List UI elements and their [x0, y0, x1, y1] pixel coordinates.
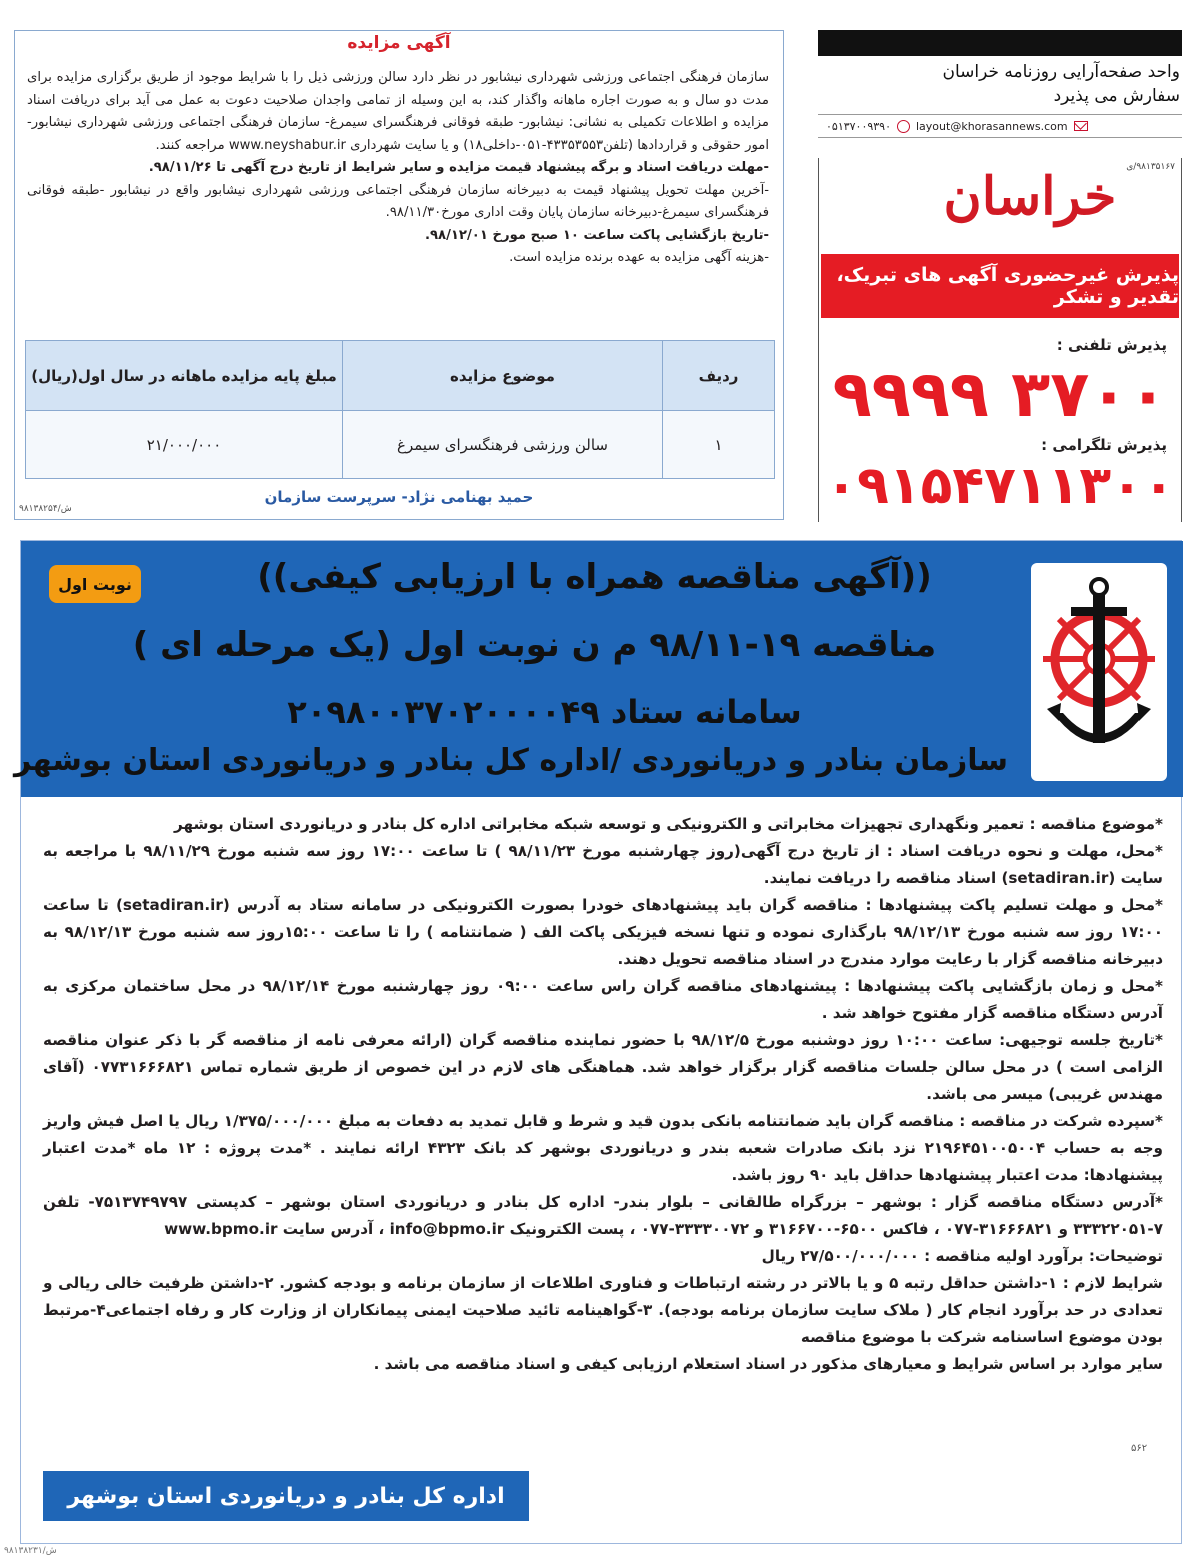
phone-label: پذیرش تلفنی :	[1056, 336, 1167, 354]
tender-header	[13, 541, 1183, 797]
tender-item: شرایط لازم : ۱-داشتن حداقل رتبه ۵ و یا بالاتر در رشته ارتباطات و فناوری اطلاعات از سازمان برنامه و بودجه کشور. ۲-داشتن ظرفیت خالی ریالی و تعدادی در حد برآورد انجام کار ( ملاک سایت سازمان برنامه بودجه). ۳-گواهینامه تائید صلاحیت ایمنی پیمانکاران از وزارت کار و رفاه اجتماعی۴-مرتبط بودن موضوع اساسنامه شرکت با موضوع مناقصه	[43, 1274, 1163, 1346]
auction-paragraph: -مهلت دریافت اسناد و برگه پیشنهاد قیمت مزایده و سایر شرایط از تاریخ درج آگهی تا ۹۸/۱۱/۲۶.	[148, 160, 769, 175]
tender-body	[43, 811, 1163, 1378]
header-bar	[818, 30, 1182, 56]
auction-signature: حمید بهنامی نژاد- سرپرست سازمان	[264, 488, 534, 506]
auction-table	[25, 340, 775, 479]
tender-item: سایر موارد بر اساس شرایط و معیارهای مذکور در اسناد استعلام ارزیابی کیفی و اسناد مناقصه می باشد .	[373, 1355, 1163, 1373]
tender-item: *محل، مهلت و نحوه دریافت اسناد : از تاریخ درج آگهی(روز چهارشنبه مورخ ۹۸/۱۱/۲۳ ) تا ساعت ۱۷:۰۰ روز سه شنبه مورخ ۹۸/۱۱/۲۹ با مراجعه به سایت (setadiran.ir) اسناد مناقصه را دریافت نمایند.	[43, 842, 1163, 887]
setad-code: سامانه ستاد ۲۰۹۸۰۰۳۷۰۲۰۰۰۰۴۹	[287, 693, 802, 731]
mail-icon	[1074, 121, 1088, 131]
auction-paragraph: -آخرین مهلت تحویل پیشنهاد قیمت به دبیرخانه سازمان فرهنگی اجتماعی ورزشی شهرداری نیشابور واقع در نیشابور -طبقه فوقانی فرهنگسرای سیمرغ-دبیرخانه سازمان پایان وقت اداری مورخ۹۸/۱۱/۳۰.	[27, 182, 769, 220]
table-header-row	[26, 341, 775, 411]
tender-title: ((آگهی مناقصه همراه با ارزیابی کیفی))	[257, 557, 932, 597]
phone-big-number[interactable]: ۳۷۰۰ ۹۹۹۹	[832, 358, 1168, 432]
page-code: ۹۸۱۳۸۲۳۱/ش	[4, 1546, 57, 1556]
round-badge: نوبت اول	[49, 565, 141, 603]
telegram-label: پذیرش تلگرامی :	[1041, 436, 1167, 454]
auction-paragraph: سازمان فرهنگی اجتماعی ورزشی شهرداری نیشابور در نظر دارد سالن ورزشی ذیل را با شرایط موجود از طریق برگزاری مزایده برای مدت دو سال و به صورت اجاره ماهانه واگذار کند، به این وسیله از تمامی واجدان صلاحیت دعوت به عمل می آید برای دریافت اسناد مزایده و اطلاعات تکمیلی به نشانی: نیشابور- طبقه فوقانی فرهنگسرای سیمرغ- سازمان فرهنگی اجتماعی ورزشی شهرداری نیشابور- امور حقوقی و قراردادها (تلفن۴۳۳۵۳۵۵۳-۰۵۱-داخلی۱۸) و یا سایت شهرداری www.neyshabur.ir مراجعه کنند.	[27, 70, 769, 153]
table-header-cell: موضوع مزایده	[343, 341, 663, 411]
auction-body	[27, 67, 769, 270]
auction-paragraph: -تاریخ بازگشایی پاکت ساعت ۱۰ صبح مورخ ۹۸/۱۲/۰۱.	[424, 227, 769, 243]
tender-notice	[13, 540, 1182, 1544]
phone-number[interactable]: ۰۵۱۳۷۰۰۹۳۹۰	[826, 119, 891, 133]
tender-item: *تاریخ جلسه توجیهی: ساعت ۱۰:۰۰ روز دوشنبه مورخ ۹۸/۱۲/۵ با حضور نماینده مناقصه گران (ارائه معرفی نامه از مناقصه گر با ذکر عنوان مناقصه الزامی است ) در محل سالن جلسات مناقصه گزار برگزار خواهد شد. هماهنگی های لازم در این خصوص از طریق شماره تماس ۰۷۷۳۱۶۶۶۸۲۱ (آقای مهندس غریبی) میسر می باشد.	[43, 1031, 1163, 1103]
table-cell: ۱	[663, 411, 775, 479]
table-cell: ۲۱/۰۰۰/۰۰۰	[26, 411, 343, 479]
auction-title: آگهی مزایده	[347, 33, 451, 53]
layout-unit-subtitle: سفارش می پذیرد	[1053, 86, 1180, 106]
tender-item: *سپرده شرکت در مناقصه : مناقصه گران باید ضمانتنامه بانکی بدون قید و شرط و قابل تمدید به دفعات به مبلغ ۱/۳۷۵/۰۰۰/۰۰۰ ریال یا اصل فیش واریز وجه به حساب ۲۱۹۶۴۵۱۰۰۵۰۰۴ نزد بانک صادرات شعبه بندر و دریانوردی بوشهر کد بانک ۴۳۲۳ ارائه نمایند . *مدت پروژه : ۱۲ ماه *مدت اعتبار پیشنهادها: مدت اعتبار پیشنهادها حداقل باید ۹۰ روز باشد.	[43, 1112, 1164, 1184]
email-link[interactable]: layout@khorasannews.com	[916, 119, 1068, 133]
tender-code: ۵۶۲	[1131, 1443, 1148, 1454]
tender-item: توضیحات: برآورد اولیه مناقصه : ۲۷/۵۰۰/۰۰۰/۰۰۰ ریال	[761, 1247, 1163, 1265]
logo-text: خراسان	[943, 166, 1117, 227]
ports-logo	[1031, 563, 1167, 781]
table-row	[26, 411, 775, 479]
auction-paragraph: -هزینه آگهی مزایده به عهده برنده مزایده است.	[509, 250, 769, 265]
telegram-number[interactable]: ۰۹۱۵۴۷۱۱۳۰۰	[825, 456, 1175, 516]
tender-item: *محل و مهلت تسلیم پاکت پیشنهادها : مناقصه گران باید پیشنهادهای خودرا بصورت الکترونیکی در سامانه ستاد به آدرس (setadiran.ir) تا ساعت ۱۷:۰۰ روز سه شنبه مورخ ۹۸/۱۲/۱۳ بارگذاری نموده و تنها نسخه فیزیکی پاکت الف ( ضمانتنامه ) را تا ساعت ۱۵:۰۰روز سه شنبه مورخ ۹۸/۱۲/۱۳ به دبیرخانه مناقصه گزار با رعایت موارد مندرج در اسناد مناقصه تحویل دهند.	[43, 896, 1163, 968]
tender-footer: اداره کل بنادر و دریانوردی استان بوشهر	[43, 1471, 529, 1521]
khorasan-ad	[818, 158, 1182, 522]
contact-bar	[818, 114, 1182, 138]
tender-item: *آدرس دستگاه مناقصه گزار : بوشهر – بزرگراه طالقانی – بلوار بندر- اداره کل بنادر و دریانوردی استان بوشهر – کدپستی ۷۵۱۳۷۴۹۷۹۷- تلفن ۷-۳۳۳۲۲۰۵۱ و ۳۱۶۶۶۸۲۱-۰۷۷ ، فاکس ۶۵۰۰-۳۱۶۶۷۰۰ و ۳۳۳۳۰۰۷۲-۰۷۷ ، پست الکترونیک info@bpmo.ir ، آدرس سایت www.bpmo.ir	[43, 1193, 1163, 1238]
organization-name: سازمان بنادر و دریانوردی /اداره کل بنادر و دریانوردی استان بوشهر	[13, 743, 1008, 778]
anchor-wheel-icon	[1031, 563, 1167, 781]
phone-icon	[897, 120, 910, 133]
khorasan-logo	[879, 166, 1181, 227]
table-header-cell: ردیف	[663, 341, 775, 411]
tender-item: *موضوع مناقصه : تعمیر ونگهداری تجهیزات مخابراتی و الکترونیکی و توسعه شبکه مخابراتی اداره کل بنادر و دریانوردی استان بوشهر	[174, 815, 1163, 833]
auction-notice	[14, 30, 784, 520]
table-header-cell: مبلغ پایه مزایده ماهانه در سال اول(ریال)	[26, 341, 343, 411]
service-band: پذیرش غیرحضوری آگهی های تبریک، تقدیر و تشکر	[821, 254, 1179, 318]
ad-code: ۹۸۱۳۵۱۶۷/ی	[1126, 162, 1175, 172]
tender-number: مناقصه ۱۹-۹۸/۱۱ م ن نوبت اول (یک مرحله ای )	[132, 625, 937, 665]
tender-item: *محل و زمان بازگشایی پاکت پیشنهادها : پیشنهادهای مناقصه گران راس ساعت ۰۹:۰۰ روز چهارشنبه مورخ ۹۸/۱۲/۱۴ در محل ساختمان مرکزی به آدرس دستگاه مناقصه گزار مفتوح خواهد شد .	[43, 977, 1163, 1022]
table-cell: سالن ورزشی فرهنگسرای سیمرغ	[343, 411, 663, 479]
auction-code: ۹۸۱۳۸۲۵۴/ش	[19, 504, 72, 514]
layout-unit-title: واحد صفحه‌آرایی روزنامه خراسان	[942, 62, 1180, 82]
